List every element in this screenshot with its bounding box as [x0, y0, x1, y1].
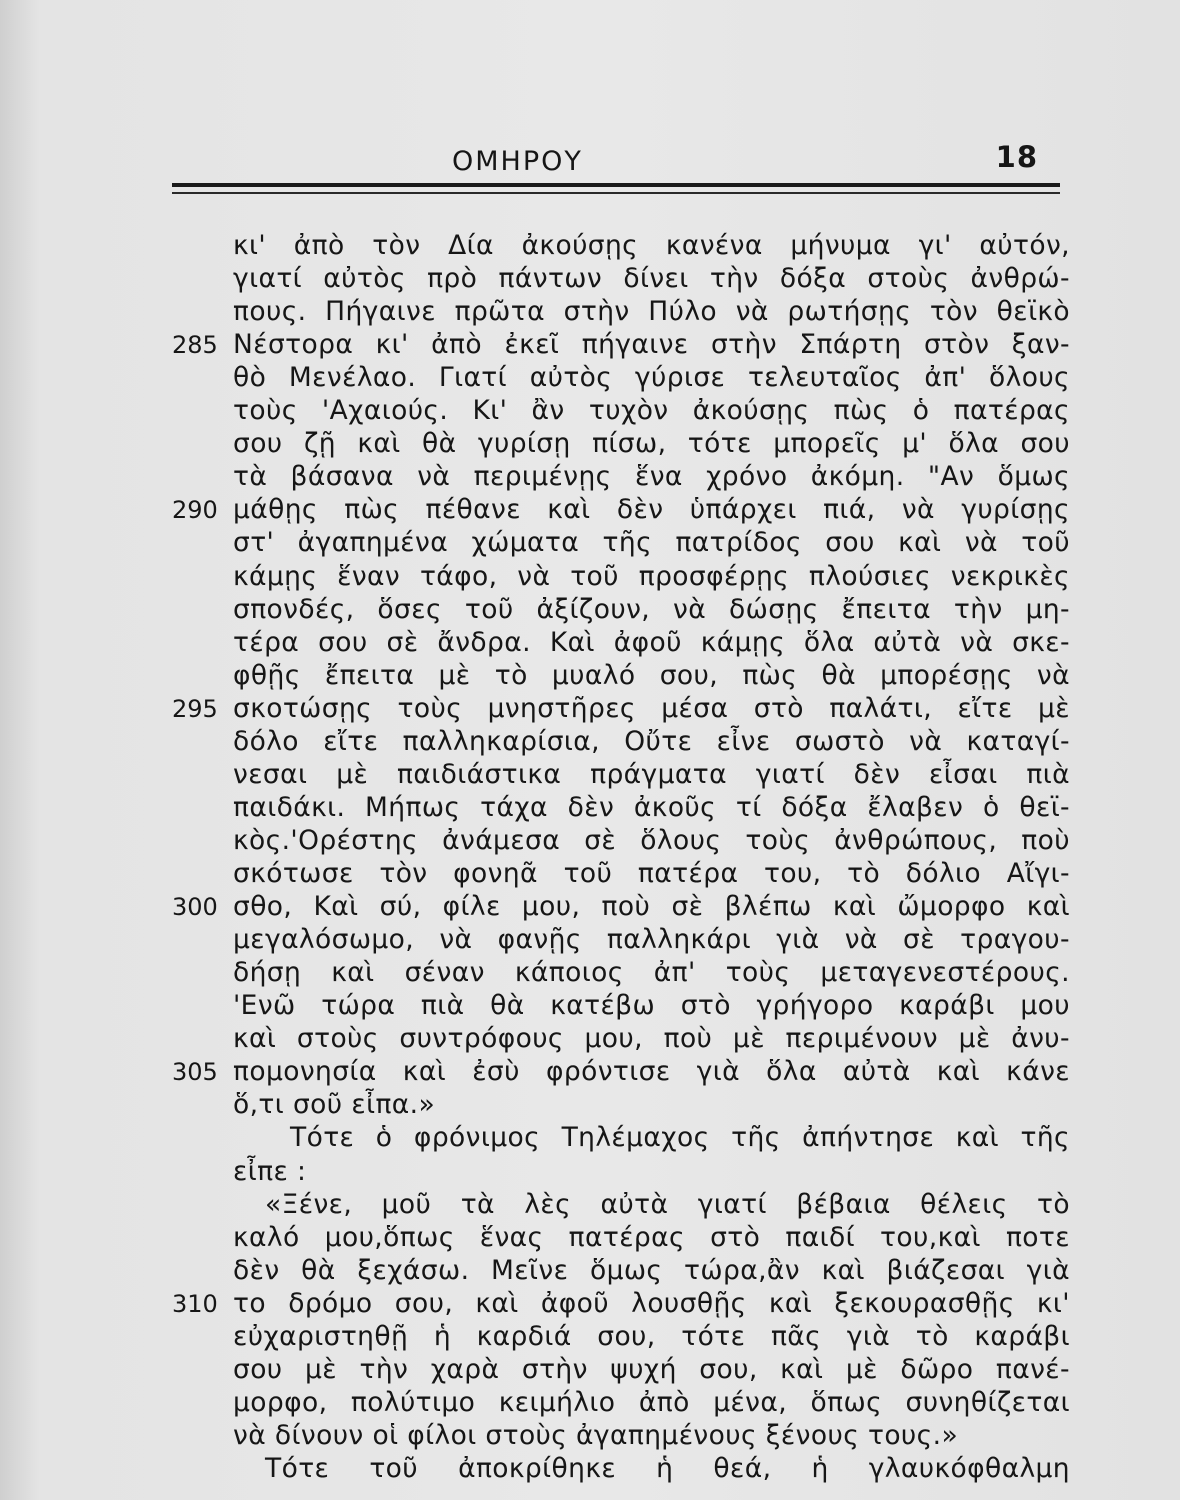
text-line: «Ξένε, μοῦ τὰ λὲς αὐτὰ γιατί βέβαια θέλεις τὸ	[265, 1189, 1070, 1220]
text-line: σπονδές, ὅσες τοῦ ἀξίζουν, νὰ δώσῃς ἔπειτα τὴν μη-	[233, 594, 1070, 625]
text-line: καλό μου,ὅπως ἕνας πατέρας στὸ παιδί του,καὶ ποτε	[233, 1222, 1070, 1253]
text-line: μεγαλόσωμο, νὰ φανῇς παλληκάρι γιὰ νὰ σὲ τραγου-	[233, 924, 1070, 955]
text-line: πους. Πήγαινε πρῶτα στὴν Πύλο νὰ ρωτήσῃς τὸν θεϊκὸ	[233, 296, 1070, 327]
text-line: παιδάκι. Μήπως τάχα δὲν ἀκοῦς τί δόξα ἔλαβεν ὁ θεϊ-	[233, 792, 1070, 823]
line-number: 305	[172, 1058, 218, 1086]
text-line: το δρόμο σου, καὶ ἀφοῦ λουσθῇς καὶ ξεκουρασθῇς κι'	[233, 1288, 1070, 1319]
text-line: σκοτώσῃς τοὺς μνηστῆρες μέσα στὸ παλάτι, εἴτε μὲ	[233, 693, 1070, 724]
text-line: νὰ δίνουν οἱ φίλοι στοὺς ἀγαπημένους ξένους τους.»	[233, 1420, 959, 1451]
text-line: σκότωσε τὸν φονηᾶ τοῦ πατέρα του, τὸ δόλιο Αἴγι-	[233, 858, 1070, 889]
text-line: πομονησία καὶ ἐσὺ φρόντισε γιὰ ὅλα αὐτὰ καὶ κάνε	[233, 1056, 1070, 1087]
text-line: 'Ενῶ τώρα πιὰ θὰ κατέβω στὸ γρήγορο καράβι μου	[233, 990, 1070, 1021]
text-line: σθο, Καὶ σύ, φίλε μου, ποὺ σὲ βλέπω καὶ ὤμορφο καὶ	[233, 891, 1070, 922]
line-number: 285	[172, 331, 218, 359]
line-number: 290	[172, 496, 218, 524]
line-number: 300	[172, 893, 218, 921]
text-line: σου ζῇ καὶ θὰ γυρίσῃ πίσω, τότε μπορεῖς μ' ὅλα σου	[233, 428, 1070, 459]
text-line: εὐχαριστηθῇ ἡ καρδιά σου, τότε πᾶς γιὰ τὸ καράβι	[233, 1321, 1070, 1352]
text-line: δόλο εἴτε παλληκαρίσια, Οὔτε εἶνε σωστὸ νὰ καταγί-	[233, 726, 1070, 757]
line-number: 295	[172, 695, 218, 723]
text-line: σου μὲ τὴν χαρὰ στὴν ψυχή σου, καὶ μὲ δῶρο πανέ-	[233, 1354, 1070, 1385]
running-head: ΟΜΗΡΟΥ	[452, 146, 583, 177]
text-line: κι' ἀπὸ τὸν Δία ἀκούσῃς κανένα μήνυμα γι' αὐτόν,	[233, 230, 1070, 261]
page-number: 18	[995, 140, 1038, 174]
text-line: εἶπε :	[233, 1156, 307, 1187]
text-line: μορφο, πολύτιμο κειμήλιο ἀπὸ μένα, ὅπως συνηθίζεται	[233, 1387, 1070, 1418]
text-line: τέρα σου σὲ ἄνδρα. Καὶ ἀφοῦ κάμῃς ὅλα αὐτὰ νὰ σκε-	[233, 627, 1070, 658]
text-line: νεσαι μὲ παιδιάστικα πράγματα γιατί δὲν εἶσαι πιὰ	[233, 759, 1070, 790]
text-line: Νέστορα κι' ἀπὸ ἐκεῖ πήγαινε στὴν Σπάρτη στὸν ξαν-	[233, 329, 1070, 360]
text-line: τοὺς 'Αχαιούς. Κι' ἂν τυχὸν ἀκούσῃς πὼς ὁ πατέρας	[233, 395, 1070, 426]
line-number: 310	[172, 1290, 218, 1318]
text-line: δήσῃ καὶ σέναν κάποιος ἀπ' τοὺς μεταγενεστέρους.	[233, 957, 1070, 988]
text-line: καὶ στοὺς συντρόφους μου, ποὺ μὲ περιμένουν μὲ ἀνυ-	[233, 1023, 1070, 1054]
text-line: γιατί αὐτὸς πρὸ πάντων δίνει τὴν δόξα στοὺς ἀνθρώ-	[233, 263, 1070, 294]
text-line: κάμῃς ἕναν τάφο, νὰ τοῦ προσφέρῃς πλούσιες νεκρικὲς	[233, 561, 1070, 592]
text-line: φθῇς ἔπειτα μὲ τὸ μυαλό σου, πὼς θὰ μπορέσῃς νὰ	[233, 660, 1070, 691]
text-line: θὸ Μενέλαο. Γιατί αὐτὸς γύρισε τελευταῖος ἀπ' ὅλους	[233, 362, 1070, 393]
text-line: Τότε τοῦ ἀποκρίθηκε ἡ θεά, ἡ γλαυκόφθαλμη	[265, 1453, 1070, 1484]
text-line: τὰ βάσανα νὰ περιμένῃς ἕνα χρόνο ἀκόμη. "Αν ὅμως	[233, 461, 1070, 492]
text-line: δὲν θὰ ξεχάσω. Μεῖνε ὅμως τώρα,ἂν καὶ βιάζεσαι γιὰ	[233, 1255, 1070, 1286]
text-line: στ' ἀγαπημένα χώματα τῆς πατρίδος σου καὶ νὰ τοῦ	[233, 527, 1070, 558]
text-line: ὅ,τι σοῦ εἶπα.»	[233, 1089, 436, 1120]
text-line: κὸς.'Ορέστης ἀνάμεσα σὲ ὅλους τοὺς ἀνθρώπους, ποὺ	[233, 825, 1070, 856]
text-line: μάθῃς πὼς πέθανε καὶ δὲν ὑπάρχει πιά, νὰ γυρίσῃς	[233, 494, 1070, 525]
text-line: Τότε ὁ φρόνιμος Τηλέμαχος τῆς ἀπήντησε καὶ τῆς	[290, 1122, 1070, 1153]
